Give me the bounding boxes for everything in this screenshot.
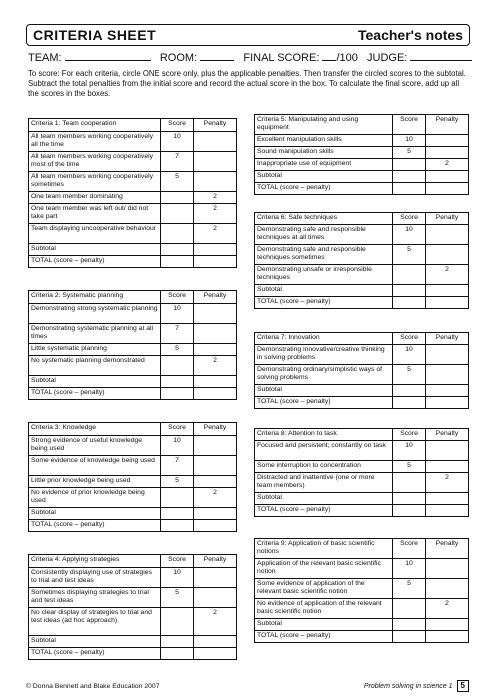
total-score-cell[interactable] (161, 520, 194, 532)
subtotal-penalty-cell[interactable] (194, 636, 237, 648)
total-row (255, 505, 469, 517)
copyright-notice: © Donna Bennett and Blake Education 2007 (26, 683, 160, 690)
subtotal-score-cell[interactable] (393, 619, 426, 631)
subtotal-penalty-cell[interactable] (194, 376, 237, 388)
total-label: TOTAL (score – penalty) (255, 505, 393, 517)
criterion-description: All team members working cooperatively most of the time (29, 152, 161, 172)
total-label: TOTAL (score – penalty) (255, 183, 393, 195)
penalty-column-header: Penalty (194, 119, 237, 132)
score-cell[interactable] (161, 488, 194, 508)
penalty-cell[interactable] (194, 456, 237, 476)
score-column-header: Score (393, 429, 426, 441)
table-row (29, 588, 237, 608)
total-score-cell[interactable] (393, 297, 426, 309)
total-label: TOTAL (score – penalty) (255, 631, 393, 643)
criterion-description: Little systematic planning (29, 344, 161, 356)
table-row (255, 599, 469, 619)
subtotal-row (255, 619, 469, 631)
table-row (255, 159, 469, 171)
subtotal-label: Subtotal (29, 636, 161, 648)
subtotal-label: Subtotal (29, 376, 161, 388)
table-row (29, 488, 237, 508)
criterion-description: Application of the relevant basic scientific notion (255, 559, 393, 579)
criteria-table-9 (254, 538, 469, 643)
criterion-description: Demonstrating unsafe or irresponsible techniques (255, 265, 393, 285)
table-row (255, 441, 469, 461)
criteria-table-6 (254, 212, 469, 309)
subtotal-score-cell[interactable] (393, 493, 426, 505)
score-cell[interactable]: 5 (393, 365, 426, 385)
criterion-description: One team member dominating (29, 192, 161, 204)
subtotal-penalty-cell[interactable] (426, 285, 469, 297)
teachers-notes-label: Teacher's notes (358, 27, 463, 43)
table-row (29, 204, 237, 224)
table-header-row (29, 119, 237, 132)
penalty-cell[interactable] (426, 345, 469, 365)
penalty-cell[interactable] (194, 152, 237, 172)
table-row (255, 147, 469, 159)
table-row (29, 324, 237, 344)
criteria-title: Criteria 3: Knowledge (29, 423, 161, 436)
table-row (255, 461, 469, 473)
penalty-column-header: Penalty (426, 539, 469, 559)
subtotal-score-cell[interactable] (161, 636, 194, 648)
score-column-header: Score (161, 119, 194, 132)
penalty-cell[interactable] (426, 147, 469, 159)
penalty-column-header: Penalty (194, 555, 237, 568)
total-penalty-cell[interactable] (194, 256, 237, 268)
score-cell[interactable]: 5 (161, 172, 194, 192)
score-cell[interactable]: 5 (393, 579, 426, 599)
table-row (255, 345, 469, 365)
criterion-description: No systematic planning demonstrated (29, 356, 161, 376)
subtotal-label: Subtotal (255, 385, 393, 397)
subtotal-penalty-cell[interactable] (426, 619, 469, 631)
criterion-description: Demonstrating systematic planning at all times (29, 324, 161, 344)
penalty-cell[interactable] (426, 365, 469, 385)
total-label: TOTAL (score – penalty) (29, 648, 161, 660)
table-header-row (29, 555, 237, 568)
score-cell[interactable]: 10 (161, 568, 194, 588)
total-penalty-cell[interactable] (194, 520, 237, 532)
penalty-cell[interactable] (194, 568, 237, 588)
criteria-table-5 (254, 114, 469, 195)
total-row (29, 388, 237, 400)
table-header-row (255, 429, 469, 441)
score-cell[interactable] (161, 192, 194, 204)
subtotal-penalty-cell[interactable] (426, 493, 469, 505)
table-row (255, 265, 469, 285)
score-cell[interactable]: 10 (161, 436, 194, 456)
subtotal-label: Subtotal (29, 508, 161, 520)
total-row (29, 256, 237, 268)
score-column-header: Score (393, 115, 426, 135)
total-score-cell[interactable] (393, 183, 426, 195)
subtotal-row (255, 493, 469, 505)
penalty-cell[interactable] (194, 476, 237, 488)
sheet-title: CRITERIA SHEET (33, 27, 157, 43)
score-cell[interactable]: 10 (393, 225, 426, 245)
penalty-column-header: Penalty (194, 423, 237, 436)
penalty-cell[interactable]: 2 (194, 204, 237, 224)
criteria-table-7 (254, 332, 469, 409)
table-row (255, 245, 469, 265)
subtotal-row (29, 636, 237, 648)
criterion-description: No clear display of strategies to trial and test ideas (ad hoc approach) (29, 608, 161, 636)
table-row (255, 225, 469, 245)
subtotal-penalty-cell[interactable] (426, 171, 469, 183)
table-row (29, 476, 237, 488)
score-column-header: Score (161, 423, 194, 436)
penalty-cell[interactable]: 2 (426, 473, 469, 493)
team-field[interactable] (65, 51, 151, 61)
criterion-description: Sometimes displaying strategies to trial and test ideas (29, 588, 161, 608)
table-header-row (255, 333, 469, 345)
judge-label: JUDGE: (367, 52, 408, 64)
penalty-cell[interactable] (194, 132, 237, 152)
table-row (29, 224, 237, 244)
total-label: TOTAL (score – penalty) (29, 256, 161, 268)
score-cell[interactable]: 10 (393, 559, 426, 579)
criterion-description: Some evidence of knowledge being used (29, 456, 161, 476)
total-score-cell[interactable] (393, 505, 426, 517)
penalty-cell[interactable] (426, 461, 469, 473)
subtotal-label: Subtotal (29, 244, 161, 256)
criterion-description: Demonstrating safe and responsible techniques sometimes (255, 245, 393, 265)
sheet-header (26, 24, 470, 46)
score-column-header: Score (161, 291, 194, 304)
criterion-description: Some evidence of application of the relevant basic scientific notion (255, 579, 393, 599)
total-row (29, 520, 237, 532)
criteria-title: Criteria 7: Innovation (255, 333, 393, 345)
team-label: TEAM: (28, 52, 62, 64)
score-cell[interactable] (393, 159, 426, 171)
score-cell[interactable] (161, 356, 194, 376)
table-row (29, 172, 237, 192)
subtotal-label: Subtotal (255, 285, 393, 297)
penalty-column-header: Penalty (426, 333, 469, 345)
score-cell[interactable]: 5 (161, 476, 194, 488)
penalty-cell[interactable] (426, 441, 469, 461)
book-footer (364, 680, 469, 692)
table-row (255, 365, 469, 385)
total-row (255, 397, 469, 409)
table-row (29, 152, 237, 172)
penalty-column-header: Penalty (426, 429, 469, 441)
total-label: TOTAL (score – penalty) (29, 520, 161, 532)
criteria-title: Criteria 6: Safe techniques (255, 213, 393, 225)
score-column-header: Score (393, 213, 426, 225)
judge-field[interactable] (410, 51, 472, 61)
score-cell[interactable]: 5 (161, 588, 194, 608)
score-cell[interactable]: 10 (161, 132, 194, 152)
header-fields (28, 51, 468, 64)
subtotal-label: Subtotal (255, 619, 393, 631)
score-column-header: Score (393, 539, 426, 559)
total-penalty-cell[interactable] (426, 183, 469, 195)
subtotal-row (255, 385, 469, 397)
total-penalty-cell[interactable] (194, 648, 237, 660)
criterion-description: Sound manipulation skills (255, 147, 393, 159)
total-penalty-cell[interactable] (426, 397, 469, 409)
penalty-cell[interactable]: 2 (426, 265, 469, 285)
criterion-description: Distracted and inattentive (one or more team members) (255, 473, 393, 493)
table-row (29, 344, 237, 356)
score-column-header: Score (393, 333, 426, 345)
criterion-description: No evidence of application of the relevant basic scientific notion (255, 599, 393, 619)
penalty-cell[interactable] (426, 559, 469, 579)
table-row (255, 559, 469, 579)
total-label: TOTAL (score – penalty) (255, 297, 393, 309)
criteria-title: Criteria 5: Manipulating and using equipment (255, 115, 393, 135)
criterion-description: Little prior knowledge being used (29, 476, 161, 488)
score-cell[interactable]: 10 (161, 304, 194, 324)
total-penalty-cell[interactable] (426, 631, 469, 643)
penalty-cell[interactable] (426, 225, 469, 245)
table-row (29, 304, 237, 324)
criterion-description: Demonstrating strong systematic planning (29, 304, 161, 324)
criteria-table-4 (28, 554, 237, 660)
penalty-cell[interactable] (194, 588, 237, 608)
criterion-description: Excellent manipulation skills (255, 135, 393, 147)
total-score-cell[interactable] (161, 388, 194, 400)
score-cell[interactable] (161, 224, 194, 244)
score-cell[interactable]: 7 (161, 324, 194, 344)
total-row (255, 183, 469, 195)
criteria-table-3 (28, 422, 237, 532)
total-label: TOTAL (score – penalty) (29, 388, 161, 400)
table-header-row (255, 213, 469, 225)
score-cell[interactable]: 5 (393, 461, 426, 473)
subtotal-row (255, 171, 469, 183)
subtotal-row (29, 508, 237, 520)
penalty-cell[interactable]: 2 (194, 192, 237, 204)
score-cell[interactable]: 10 (393, 135, 426, 147)
table-header-row (29, 423, 237, 436)
criterion-description: Inappropriate use of equipment (255, 159, 393, 171)
table-row (29, 132, 237, 152)
subtotal-score-cell[interactable] (393, 285, 426, 297)
score-cell[interactable] (393, 599, 426, 619)
penalty-cell[interactable]: 2 (194, 356, 237, 376)
table-row (255, 473, 469, 493)
criterion-description: One team member was left out/ did not take part (29, 204, 161, 224)
criteria-title: Criteria 1: Team cooperation (29, 119, 161, 132)
criterion-description: Team displaying uncooperative behaviour (29, 224, 161, 244)
subtotal-label: Subtotal (255, 493, 393, 505)
criteria-table-1 (28, 118, 237, 268)
total-score-cell[interactable] (161, 256, 194, 268)
penalty-cell[interactable]: 2 (194, 488, 237, 508)
final-score-field[interactable] (322, 51, 336, 61)
penalty-cell[interactable]: 2 (194, 608, 237, 636)
criterion-description: Demonstrating innovative/creative thinking in solving problems (255, 345, 393, 365)
subtotal-score-cell[interactable] (393, 385, 426, 397)
criteria-table-2 (28, 290, 237, 400)
penalty-cell[interactable] (426, 245, 469, 265)
table-header-row (255, 539, 469, 559)
criterion-description: Consistently displaying use of strategies to trial and test ideas (29, 568, 161, 588)
score-cell[interactable] (393, 473, 426, 493)
criterion-description: Strong evidence of useful knowledge being used (29, 436, 161, 456)
penalty-cell[interactable] (194, 172, 237, 192)
total-row (255, 631, 469, 643)
criterion-description: Focused and persistent; constantly on task (255, 441, 393, 461)
score-max-label: /100 (336, 52, 358, 64)
score-cell[interactable]: 7 (161, 456, 194, 476)
criteria-title: Criteria 9: Application of basic scientific notions (255, 539, 393, 559)
total-penalty-cell[interactable] (194, 388, 237, 400)
score-cell[interactable] (161, 204, 194, 224)
penalty-cell[interactable]: 2 (426, 159, 469, 171)
total-penalty-cell[interactable] (426, 505, 469, 517)
subtotal-score-cell[interactable] (161, 508, 194, 520)
table-row (255, 579, 469, 599)
penalty-cell[interactable] (194, 304, 237, 324)
total-row (255, 297, 469, 309)
scoring-instructions: To score: For each criteria, circle ONE score only, plus the applicable penalties. Then transfer the circled scores to the subtotal. Subtract the total penalties from the initial score and record the actual score in the box. To calculate the final score, add up all the scores in the boxes. (28, 69, 466, 98)
subtotal-score-cell[interactable] (161, 376, 194, 388)
criteria-title: Criteria 4: Applying strategies (29, 555, 161, 568)
table-row (29, 568, 237, 588)
penalty-cell[interactable] (194, 344, 237, 356)
criterion-description: All team members working cooperatively all the time (29, 132, 161, 152)
score-cell[interactable] (161, 608, 194, 636)
penalty-column-header: Penalty (426, 115, 469, 135)
final-score-label: FINAL SCORE: (243, 52, 320, 64)
total-penalty-cell[interactable] (426, 297, 469, 309)
criteria-table-8 (254, 428, 469, 517)
table-row (29, 608, 237, 636)
score-cell[interactable]: 5 (393, 245, 426, 265)
score-cell[interactable]: 10 (393, 441, 426, 461)
subtotal-score-cell[interactable] (161, 244, 194, 256)
penalty-cell[interactable] (426, 135, 469, 147)
table-row (29, 456, 237, 476)
score-column-header: Score (161, 555, 194, 568)
subtotal-penalty-cell[interactable] (194, 508, 237, 520)
total-score-cell[interactable] (393, 397, 426, 409)
penalty-cell[interactable]: 2 (194, 224, 237, 244)
table-row (255, 135, 469, 147)
subtotal-penalty-cell[interactable] (194, 244, 237, 256)
score-cell[interactable]: 5 (393, 147, 426, 159)
penalty-cell[interactable] (426, 579, 469, 599)
subtotal-row (29, 376, 237, 388)
criteria-title: Criteria 2: Systematic planning (29, 291, 161, 304)
table-header-row (255, 115, 469, 135)
penalty-cell[interactable] (194, 324, 237, 344)
penalty-cell[interactable]: 2 (426, 599, 469, 619)
table-row (29, 356, 237, 376)
criterion-description: Demonstrating ordinary/simplistic ways of solving problems (255, 365, 393, 385)
table-header-row (29, 291, 237, 304)
subtotal-label: Subtotal (255, 171, 393, 183)
room-label: ROOM: (159, 52, 198, 64)
subtotal-row (29, 244, 237, 256)
table-row (29, 436, 237, 456)
score-cell[interactable] (393, 265, 426, 285)
criterion-description: No evidence of prior knowledge being used (29, 488, 161, 508)
penalty-cell[interactable] (194, 436, 237, 456)
penalty-column-header: Penalty (194, 291, 237, 304)
score-cell[interactable]: 5 (161, 344, 194, 356)
criterion-description: All team members working cooperatively sometimes (29, 172, 161, 192)
table-row (29, 192, 237, 204)
page-number: 5 (457, 680, 469, 692)
subtotal-penalty-cell[interactable] (426, 385, 469, 397)
penalty-column-header: Penalty (426, 213, 469, 225)
total-row (29, 648, 237, 660)
subtotal-score-cell[interactable] (393, 171, 426, 183)
criterion-description: Demonstrating safe and responsible techniques at all times (255, 225, 393, 245)
room-field[interactable] (200, 51, 234, 61)
total-score-cell[interactable] (161, 648, 194, 660)
total-label: TOTAL (score – penalty) (255, 397, 393, 409)
score-cell[interactable]: 10 (393, 345, 426, 365)
score-cell[interactable]: 7 (161, 152, 194, 172)
subtotal-row (255, 285, 469, 297)
total-score-cell[interactable] (393, 631, 426, 643)
book-title: Problem solving in science 1 (363, 682, 453, 690)
criteria-title: Criteria 8: Attention to task (255, 429, 393, 441)
criterion-description: Some interruption to concentration (255, 461, 393, 473)
